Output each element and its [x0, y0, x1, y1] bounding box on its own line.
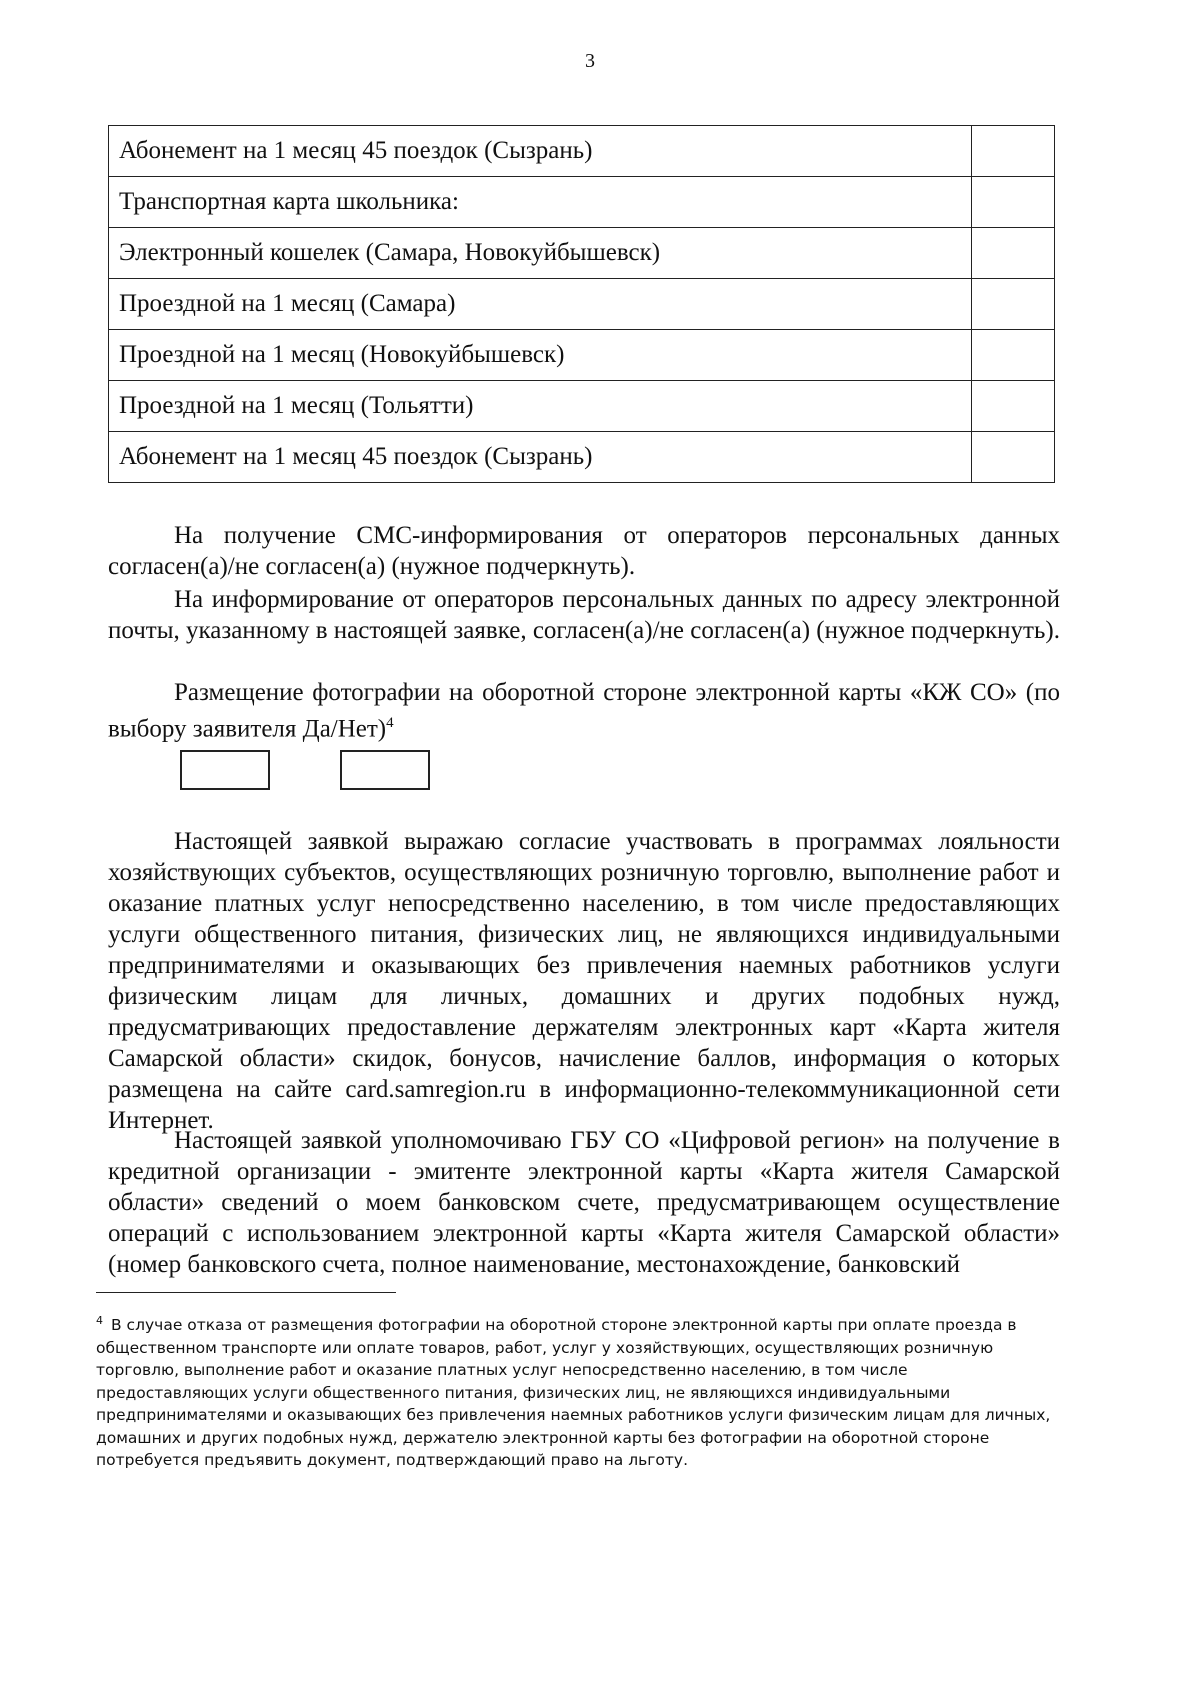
sms-consent-paragraph: На получение СМС-информирования от операторов персональных данных согласен(а)/не согласен(а) (нужное подчеркнуть).	[108, 522, 1060, 580]
table-row	[109, 330, 1055, 381]
photo-no-box[interactable]	[340, 750, 430, 790]
footnote-text: В случае отказа от размещения фотографии на оборотной стороне электронной карты при оплате проезда в общественном транспорте или оплате товаров, работ, услуг у хозяйствующих, осуществляющих розничную торговлю, выполнение работ и оказание платных услуг непосредственно населению, в том числе предоставляющих услуги общественного питания, физических лиц, не являющихся индивидуальными предпринимателями и оказывающих без привлечения наемных работников услуги физическим лицам для личных, домашних и других подобных нужд, держателю электронной карты без фотографии на оборотной стороне потребуется предъявить документ, подтверждающий право на льготу.	[96, 1316, 1051, 1470]
option-label: Абонемент на 1 месяц 45 поездок (Сызрань)	[109, 126, 972, 177]
email-consent-paragraph: На информирование от операторов персональных данных по адресу электронной почты, указанному в настоящей заявке, согласен(а)/не согласен(а) (нужное подчеркнуть).	[108, 586, 1060, 644]
photo-consent-text: Размещение фотографии на оборотной стороне электронной карты «КЖ СО» (по выбору заявителя Да/Нет)	[108, 679, 1060, 743]
option-mark-cell[interactable]	[972, 330, 1055, 381]
footnote-ref: 4	[386, 715, 394, 731]
authorization-paragraph: Настоящей заявкой уполномочиваю ГБУ СО «Цифровой регион» на получение в кредитной организации - эмитенте электронной карты «Карта жителя Самарской области» сведений о моем банковском счете, предусматривающем осуществление операций с использованием электронной карты «Карта жителя Самарской области» (номер банковского счета, полное наименование, местонахождение, банковский	[108, 1127, 1060, 1278]
option-label: Проездной на 1 месяц (Самара)	[109, 279, 972, 330]
option-mark-cell[interactable]	[972, 381, 1055, 432]
option-mark-cell[interactable]	[972, 432, 1055, 483]
option-label: Проездной на 1 месяц (Тольятти)	[109, 381, 972, 432]
footnote-divider	[96, 1292, 396, 1293]
option-label: Электронный кошелек (Самара, Новокуйбышевск)	[109, 228, 972, 279]
table-row	[109, 126, 1055, 177]
option-label: Проездной на 1 месяц (Новокуйбышевск)	[109, 330, 972, 381]
option-mark-cell[interactable]	[972, 228, 1055, 279]
transport-options-table	[108, 125, 1055, 483]
option-mark-cell[interactable]	[972, 126, 1055, 177]
option-mark-cell[interactable]	[972, 177, 1055, 228]
page-number: 3	[585, 50, 595, 72]
footnote	[96, 1310, 1051, 1472]
option-mark-cell[interactable]	[972, 279, 1055, 330]
loyalty-consent-paragraph: Настоящей заявкой выражаю согласие участвовать в программах лояльности хозяйствующих субъектов, осуществляющих розничную торговлю, выполнение работ и оказание платных услуг непосредственно населению, в том числе предоставляющих услуги общественного питания, физических лиц, не являющихся индивидуальными предпринимателями и оказывающих без привлечения наемных работников услуги физическим лицам для личных, домашних и других подобных нужд, предусматривающих предоставление держателям электронных карт «Карта жителя Самарской области» скидок, бонусов, начисление баллов, информация о которых размещена на сайте card.samregion.ru в информационно-телекоммуникационной сети Интернет.	[108, 828, 1060, 1134]
footnote-number: 4	[96, 1314, 103, 1327]
option-label: Транспортная карта школьника:	[109, 177, 972, 228]
photo-yes-box[interactable]	[180, 750, 270, 790]
photo-consent-paragraph	[108, 677, 1060, 744]
table-row	[109, 228, 1055, 279]
table-row	[109, 432, 1055, 483]
table-row	[109, 381, 1055, 432]
table-row	[109, 177, 1055, 228]
option-label: Абонемент на 1 месяц 45 поездок (Сызрань)	[109, 432, 972, 483]
table-row	[109, 279, 1055, 330]
